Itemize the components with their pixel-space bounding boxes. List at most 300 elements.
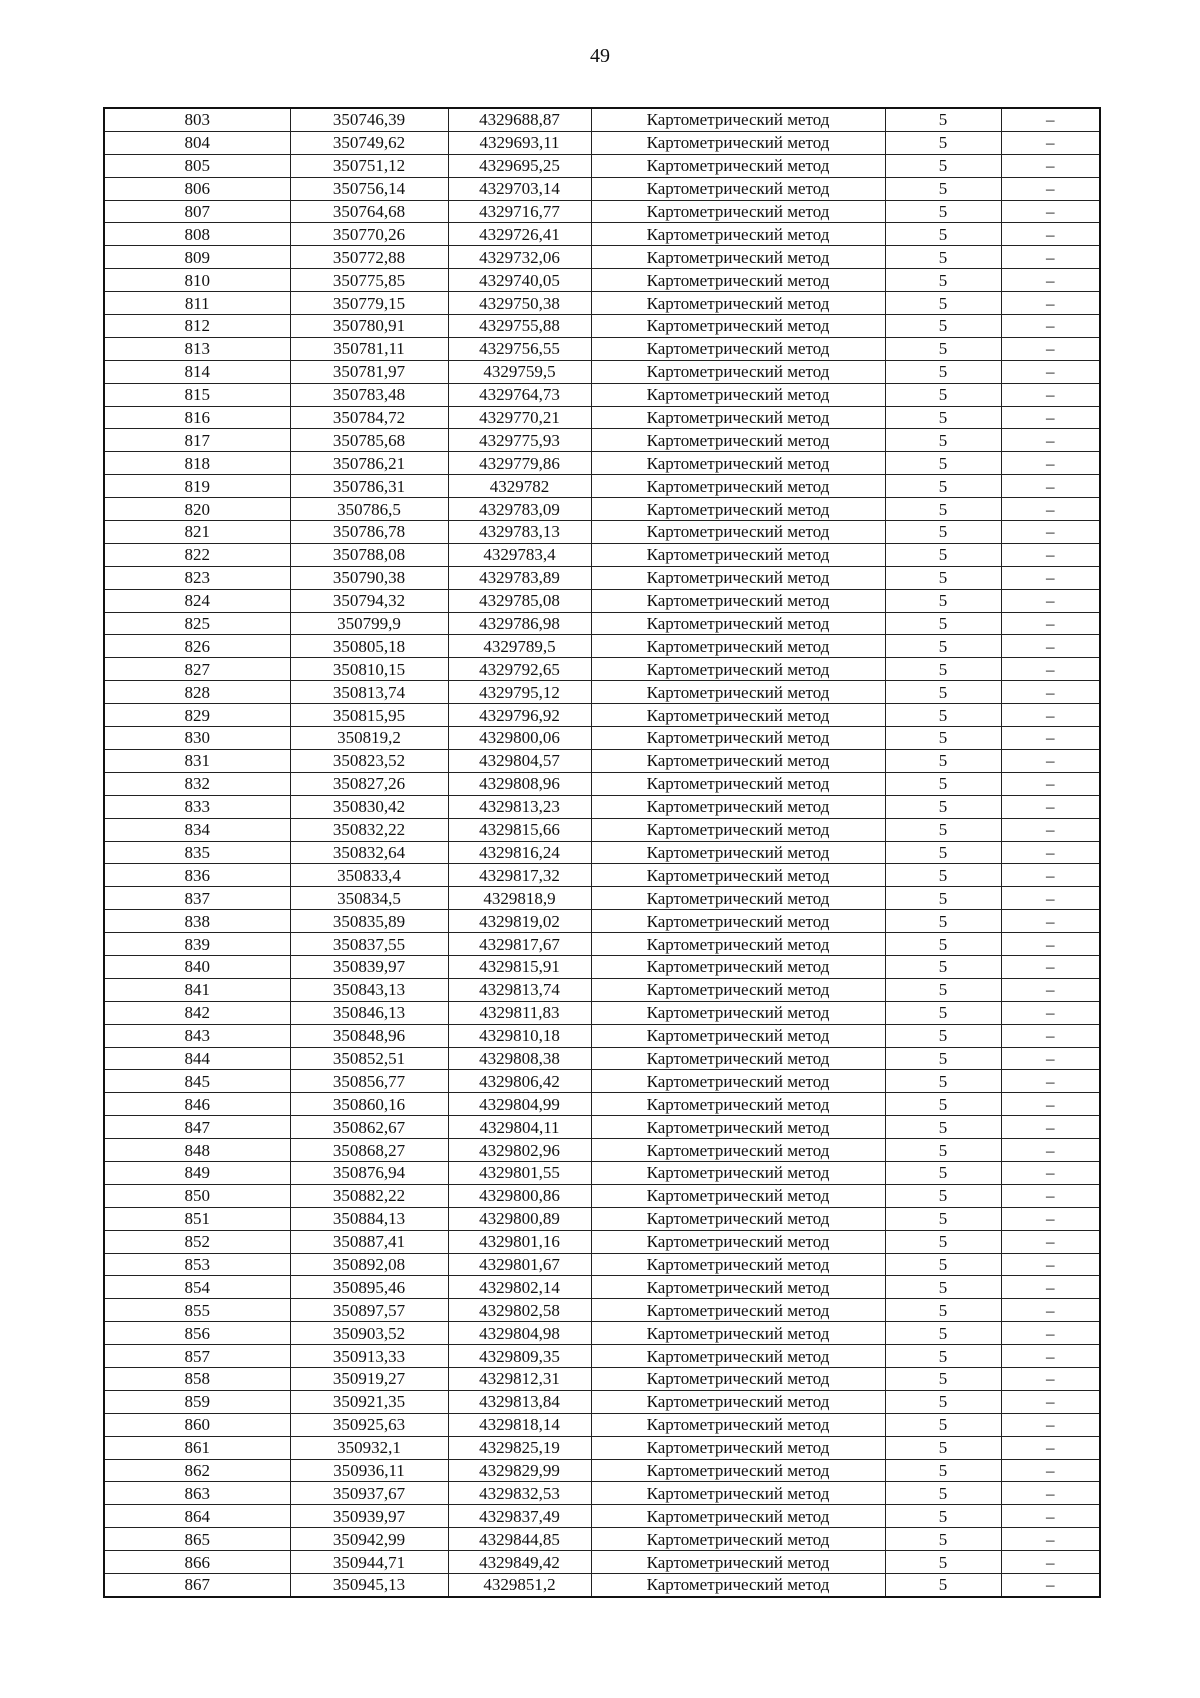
x-coordinate-cell: 350830,42 [290,795,448,818]
y-coordinate-cell: 4329806,42 [448,1070,591,1093]
accuracy-cell: 5 [885,337,1001,360]
y-coordinate-cell: 4329756,55 [448,337,591,360]
accuracy-cell: 5 [885,108,1001,131]
note-cell: – [1001,429,1100,452]
method-cell: Картометрический метод [591,1436,885,1459]
table-row [104,1230,1100,1253]
note-cell: – [1001,1390,1100,1413]
x-coordinate-cell: 350784,72 [290,406,448,429]
point-number-cell: 854 [104,1276,290,1299]
y-coordinate-cell: 4329815,91 [448,955,591,978]
accuracy-cell: 5 [885,1322,1001,1345]
x-coordinate-cell: 350815,95 [290,704,448,727]
point-number-cell: 809 [104,246,290,269]
point-number-cell: 833 [104,795,290,818]
table-row [104,1116,1100,1139]
x-coordinate-cell: 350794,32 [290,589,448,612]
note-cell: – [1001,543,1100,566]
x-coordinate-cell: 350860,16 [290,1093,448,1116]
accuracy-cell: 5 [885,1024,1001,1047]
y-coordinate-cell: 4329800,86 [448,1184,591,1207]
table-row [104,589,1100,612]
coordinates-table [103,107,1101,1598]
method-cell: Картометрический метод [591,452,885,475]
note-cell: – [1001,360,1100,383]
point-number-cell: 850 [104,1184,290,1207]
y-coordinate-cell: 4329817,67 [448,933,591,956]
accuracy-cell: 5 [885,1551,1001,1574]
table-row [104,635,1100,658]
y-coordinate-cell: 4329755,88 [448,315,591,338]
y-coordinate-cell: 4329832,53 [448,1482,591,1505]
accuracy-cell: 5 [885,1367,1001,1390]
table-row [104,1390,1100,1413]
accuracy-cell: 5 [885,1276,1001,1299]
y-coordinate-cell: 4329783,13 [448,521,591,544]
accuracy-cell: 5 [885,1436,1001,1459]
y-coordinate-cell: 4329796,92 [448,704,591,727]
table-row [104,1024,1100,1047]
method-cell: Картометрический метод [591,1390,885,1413]
note-cell: – [1001,246,1100,269]
y-coordinate-cell: 4329783,4 [448,543,591,566]
x-coordinate-cell: 350856,77 [290,1070,448,1093]
accuracy-cell: 5 [885,1093,1001,1116]
y-coordinate-cell: 4329815,66 [448,818,591,841]
method-cell: Картометрический метод [591,406,885,429]
y-coordinate-cell: 4329782 [448,475,591,498]
accuracy-cell: 5 [885,978,1001,1001]
note-cell: – [1001,315,1100,338]
point-number-cell: 836 [104,864,290,887]
y-coordinate-cell: 4329851,2 [448,1574,591,1597]
table-row [104,1207,1100,1230]
accuracy-cell: 5 [885,1574,1001,1597]
x-coordinate-cell: 350786,31 [290,475,448,498]
method-cell: Картометрический метод [591,1139,885,1162]
y-coordinate-cell: 4329789,5 [448,635,591,658]
x-coordinate-cell: 350835,89 [290,910,448,933]
method-cell: Картометрический метод [591,292,885,315]
method-cell: Картометрический метод [591,955,885,978]
y-coordinate-cell: 4329812,31 [448,1367,591,1390]
point-number-cell: 822 [104,543,290,566]
method-cell: Картометрический метод [591,131,885,154]
table-row [104,1001,1100,1024]
point-number-cell: 843 [104,1024,290,1047]
note-cell: – [1001,841,1100,864]
point-number-cell: 865 [104,1528,290,1551]
method-cell: Картометрический метод [591,704,885,727]
table-row [104,200,1100,223]
x-coordinate-cell: 350770,26 [290,223,448,246]
note-cell: – [1001,223,1100,246]
accuracy-cell: 5 [885,223,1001,246]
method-cell: Картометрический метод [591,177,885,200]
coordinates-table-body [104,108,1100,1597]
table-row [104,315,1100,338]
y-coordinate-cell: 4329813,23 [448,795,591,818]
note-cell: – [1001,1459,1100,1482]
point-number-cell: 851 [104,1207,290,1230]
method-cell: Картометрический метод [591,635,885,658]
method-cell: Картометрический метод [591,246,885,269]
y-coordinate-cell: 4329732,06 [448,246,591,269]
method-cell: Картометрический метод [591,772,885,795]
note-cell: – [1001,704,1100,727]
table-row [104,154,1100,177]
x-coordinate-cell: 350903,52 [290,1322,448,1345]
accuracy-cell: 5 [885,292,1001,315]
x-coordinate-cell: 350819,2 [290,727,448,750]
y-coordinate-cell: 4329726,41 [448,223,591,246]
point-number-cell: 834 [104,818,290,841]
method-cell: Картометрический метод [591,749,885,772]
note-cell: – [1001,1230,1100,1253]
y-coordinate-cell: 4329849,42 [448,1551,591,1574]
method-cell: Картометрический метод [591,360,885,383]
accuracy-cell: 5 [885,131,1001,154]
accuracy-cell: 5 [885,933,1001,956]
point-number-cell: 860 [104,1413,290,1436]
x-coordinate-cell: 350937,67 [290,1482,448,1505]
accuracy-cell: 5 [885,1253,1001,1276]
method-cell: Картометрический метод [591,1116,885,1139]
note-cell: – [1001,1345,1100,1368]
note-cell: – [1001,887,1100,910]
note-cell: – [1001,337,1100,360]
y-coordinate-cell: 4329795,12 [448,681,591,704]
point-number-cell: 814 [104,360,290,383]
point-number-cell: 839 [104,933,290,956]
table-row [104,681,1100,704]
table-row [104,1574,1100,1597]
table-row [104,406,1100,429]
point-number-cell: 841 [104,978,290,1001]
note-cell: – [1001,727,1100,750]
y-coordinate-cell: 4329844,85 [448,1528,591,1551]
table-row [104,1093,1100,1116]
method-cell: Картометрический метод [591,154,885,177]
accuracy-cell: 5 [885,315,1001,338]
y-coordinate-cell: 4329808,96 [448,772,591,795]
point-number-cell: 845 [104,1070,290,1093]
y-coordinate-cell: 4329802,58 [448,1299,591,1322]
accuracy-cell: 5 [885,521,1001,544]
note-cell: – [1001,1207,1100,1230]
point-number-cell: 862 [104,1459,290,1482]
point-number-cell: 838 [104,910,290,933]
x-coordinate-cell: 350781,97 [290,360,448,383]
point-number-cell: 866 [104,1551,290,1574]
point-number-cell: 853 [104,1253,290,1276]
note-cell: – [1001,933,1100,956]
table-row [104,1505,1100,1528]
accuracy-cell: 5 [885,612,1001,635]
table-row [104,704,1100,727]
note-cell: – [1001,589,1100,612]
x-coordinate-cell: 350827,26 [290,772,448,795]
y-coordinate-cell: 4329703,14 [448,177,591,200]
y-coordinate-cell: 4329813,84 [448,1390,591,1413]
table-row [104,818,1100,841]
note-cell: – [1001,154,1100,177]
accuracy-cell: 5 [885,406,1001,429]
table-row [104,452,1100,475]
table-row [104,1528,1100,1551]
accuracy-cell: 5 [885,269,1001,292]
note-cell: – [1001,864,1100,887]
note-cell: – [1001,131,1100,154]
accuracy-cell: 5 [885,635,1001,658]
note-cell: – [1001,1139,1100,1162]
note-cell: – [1001,658,1100,681]
table-row [104,1459,1100,1482]
accuracy-cell: 5 [885,955,1001,978]
note-cell: – [1001,292,1100,315]
table-row [104,727,1100,750]
y-coordinate-cell: 4329810,18 [448,1024,591,1047]
accuracy-cell: 5 [885,1047,1001,1070]
accuracy-cell: 5 [885,1230,1001,1253]
point-number-cell: 847 [104,1116,290,1139]
table-row [104,933,1100,956]
accuracy-cell: 5 [885,360,1001,383]
method-cell: Картометрический метод [591,1413,885,1436]
point-number-cell: 849 [104,1161,290,1184]
note-cell: – [1001,635,1100,658]
method-cell: Картометрический метод [591,795,885,818]
method-cell: Картометрический метод [591,910,885,933]
table-row [104,1345,1100,1368]
note-cell: – [1001,406,1100,429]
table-row [104,1367,1100,1390]
accuracy-cell: 5 [885,589,1001,612]
method-cell: Картометрический метод [591,337,885,360]
x-coordinate-cell: 350939,97 [290,1505,448,1528]
point-number-cell: 826 [104,635,290,658]
y-coordinate-cell: 4329783,89 [448,566,591,589]
table-row [104,749,1100,772]
note-cell: – [1001,1161,1100,1184]
accuracy-cell: 5 [885,1001,1001,1024]
x-coordinate-cell: 350823,52 [290,749,448,772]
method-cell: Картометрический метод [591,818,885,841]
x-coordinate-cell: 350780,91 [290,315,448,338]
y-coordinate-cell: 4329818,9 [448,887,591,910]
y-coordinate-cell: 4329759,5 [448,360,591,383]
x-coordinate-cell: 350846,13 [290,1001,448,1024]
accuracy-cell: 5 [885,543,1001,566]
accuracy-cell: 5 [885,658,1001,681]
table-row [104,292,1100,315]
note-cell: – [1001,1093,1100,1116]
method-cell: Картометрический метод [591,933,885,956]
note-cell: – [1001,1505,1100,1528]
accuracy-cell: 5 [885,864,1001,887]
point-number-cell: 816 [104,406,290,429]
accuracy-cell: 5 [885,452,1001,475]
x-coordinate-cell: 350839,97 [290,955,448,978]
table-row [104,1276,1100,1299]
y-coordinate-cell: 4329764,73 [448,383,591,406]
point-number-cell: 812 [104,315,290,338]
note-cell: – [1001,795,1100,818]
note-cell: – [1001,475,1100,498]
x-coordinate-cell: 350852,51 [290,1047,448,1070]
table-row [104,360,1100,383]
accuracy-cell: 5 [885,910,1001,933]
point-number-cell: 861 [104,1436,290,1459]
y-coordinate-cell: 4329808,38 [448,1047,591,1070]
x-coordinate-cell: 350897,57 [290,1299,448,1322]
note-cell: – [1001,1116,1100,1139]
x-coordinate-cell: 350788,08 [290,543,448,566]
method-cell: Картометрический метод [591,978,885,1001]
method-cell: Картометрический метод [591,1528,885,1551]
note-cell: – [1001,681,1100,704]
y-coordinate-cell: 4329817,32 [448,864,591,887]
y-coordinate-cell: 4329804,11 [448,1116,591,1139]
point-number-cell: 852 [104,1230,290,1253]
note-cell: – [1001,498,1100,521]
table-row [104,1070,1100,1093]
point-number-cell: 817 [104,429,290,452]
table-row [104,1413,1100,1436]
x-coordinate-cell: 350833,4 [290,864,448,887]
note-cell: – [1001,1024,1100,1047]
method-cell: Картометрический метод [591,566,885,589]
x-coordinate-cell: 350775,85 [290,269,448,292]
table-row [104,498,1100,521]
x-coordinate-cell: 350749,62 [290,131,448,154]
x-coordinate-cell: 350834,5 [290,887,448,910]
accuracy-cell: 5 [885,566,1001,589]
table-row [104,269,1100,292]
table-row [104,108,1100,131]
table-row [104,978,1100,1001]
method-cell: Картометрический метод [591,1459,885,1482]
note-cell: – [1001,1574,1100,1597]
accuracy-cell: 5 [885,749,1001,772]
accuracy-cell: 5 [885,1413,1001,1436]
point-number-cell: 828 [104,681,290,704]
note-cell: – [1001,978,1100,1001]
table-row [104,1482,1100,1505]
table-row [104,887,1100,910]
note-cell: – [1001,1299,1100,1322]
method-cell: Картометрический метод [591,612,885,635]
x-coordinate-cell: 350895,46 [290,1276,448,1299]
note-cell: – [1001,1047,1100,1070]
method-cell: Картометрический метод [591,475,885,498]
accuracy-cell: 5 [885,1070,1001,1093]
method-cell: Картометрический метод [591,315,885,338]
note-cell: – [1001,1070,1100,1093]
x-coordinate-cell: 350810,15 [290,658,448,681]
table-row [104,1551,1100,1574]
method-cell: Картометрический метод [591,1276,885,1299]
point-number-cell: 808 [104,223,290,246]
method-cell: Картометрический метод [591,1551,885,1574]
table-row [104,1253,1100,1276]
accuracy-cell: 5 [885,177,1001,200]
y-coordinate-cell: 4329811,83 [448,1001,591,1024]
point-number-cell: 827 [104,658,290,681]
x-coordinate-cell: 350746,39 [290,108,448,131]
y-coordinate-cell: 4329716,77 [448,200,591,223]
x-coordinate-cell: 350892,08 [290,1253,448,1276]
table-row [104,612,1100,635]
x-coordinate-cell: 350756,14 [290,177,448,200]
accuracy-cell: 5 [885,383,1001,406]
method-cell: Картометрический метод [591,1161,885,1184]
method-cell: Картометрический метод [591,108,885,131]
note-cell: – [1001,1253,1100,1276]
method-cell: Картометрический метод [591,1482,885,1505]
note-cell: – [1001,1436,1100,1459]
accuracy-cell: 5 [885,887,1001,910]
method-cell: Картометрический метод [591,887,885,910]
accuracy-cell: 5 [885,681,1001,704]
accuracy-cell: 5 [885,795,1001,818]
point-number-cell: 818 [104,452,290,475]
y-coordinate-cell: 4329804,57 [448,749,591,772]
point-number-cell: 844 [104,1047,290,1070]
accuracy-cell: 5 [885,841,1001,864]
x-coordinate-cell: 350921,35 [290,1390,448,1413]
method-cell: Картометрический метод [591,1299,885,1322]
point-number-cell: 825 [104,612,290,635]
table-row [104,246,1100,269]
table-row [104,177,1100,200]
method-cell: Картометрический метод [591,1322,885,1345]
accuracy-cell: 5 [885,1390,1001,1413]
y-coordinate-cell: 4329837,49 [448,1505,591,1528]
x-coordinate-cell: 350848,96 [290,1024,448,1047]
note-cell: – [1001,818,1100,841]
note-cell: – [1001,772,1100,795]
x-coordinate-cell: 350781,11 [290,337,448,360]
x-coordinate-cell: 350786,21 [290,452,448,475]
method-cell: Картометрический метод [591,589,885,612]
x-coordinate-cell: 350944,71 [290,1551,448,1574]
x-coordinate-cell: 350786,5 [290,498,448,521]
x-coordinate-cell: 350783,48 [290,383,448,406]
point-number-cell: 848 [104,1139,290,1162]
table-row [104,1299,1100,1322]
x-coordinate-cell: 350832,22 [290,818,448,841]
table-row [104,223,1100,246]
note-cell: – [1001,1322,1100,1345]
accuracy-cell: 5 [885,818,1001,841]
method-cell: Картометрический метод [591,429,885,452]
table-row [104,475,1100,498]
note-cell: – [1001,269,1100,292]
point-number-cell: 831 [104,749,290,772]
method-cell: Картометрический метод [591,1230,885,1253]
point-number-cell: 813 [104,337,290,360]
table-row [104,1139,1100,1162]
accuracy-cell: 5 [885,1482,1001,1505]
note-cell: – [1001,955,1100,978]
accuracy-cell: 5 [885,1299,1001,1322]
note-cell: – [1001,1001,1100,1024]
note-cell: – [1001,749,1100,772]
note-cell: – [1001,1276,1100,1299]
note-cell: – [1001,1482,1100,1505]
table-row [104,772,1100,795]
